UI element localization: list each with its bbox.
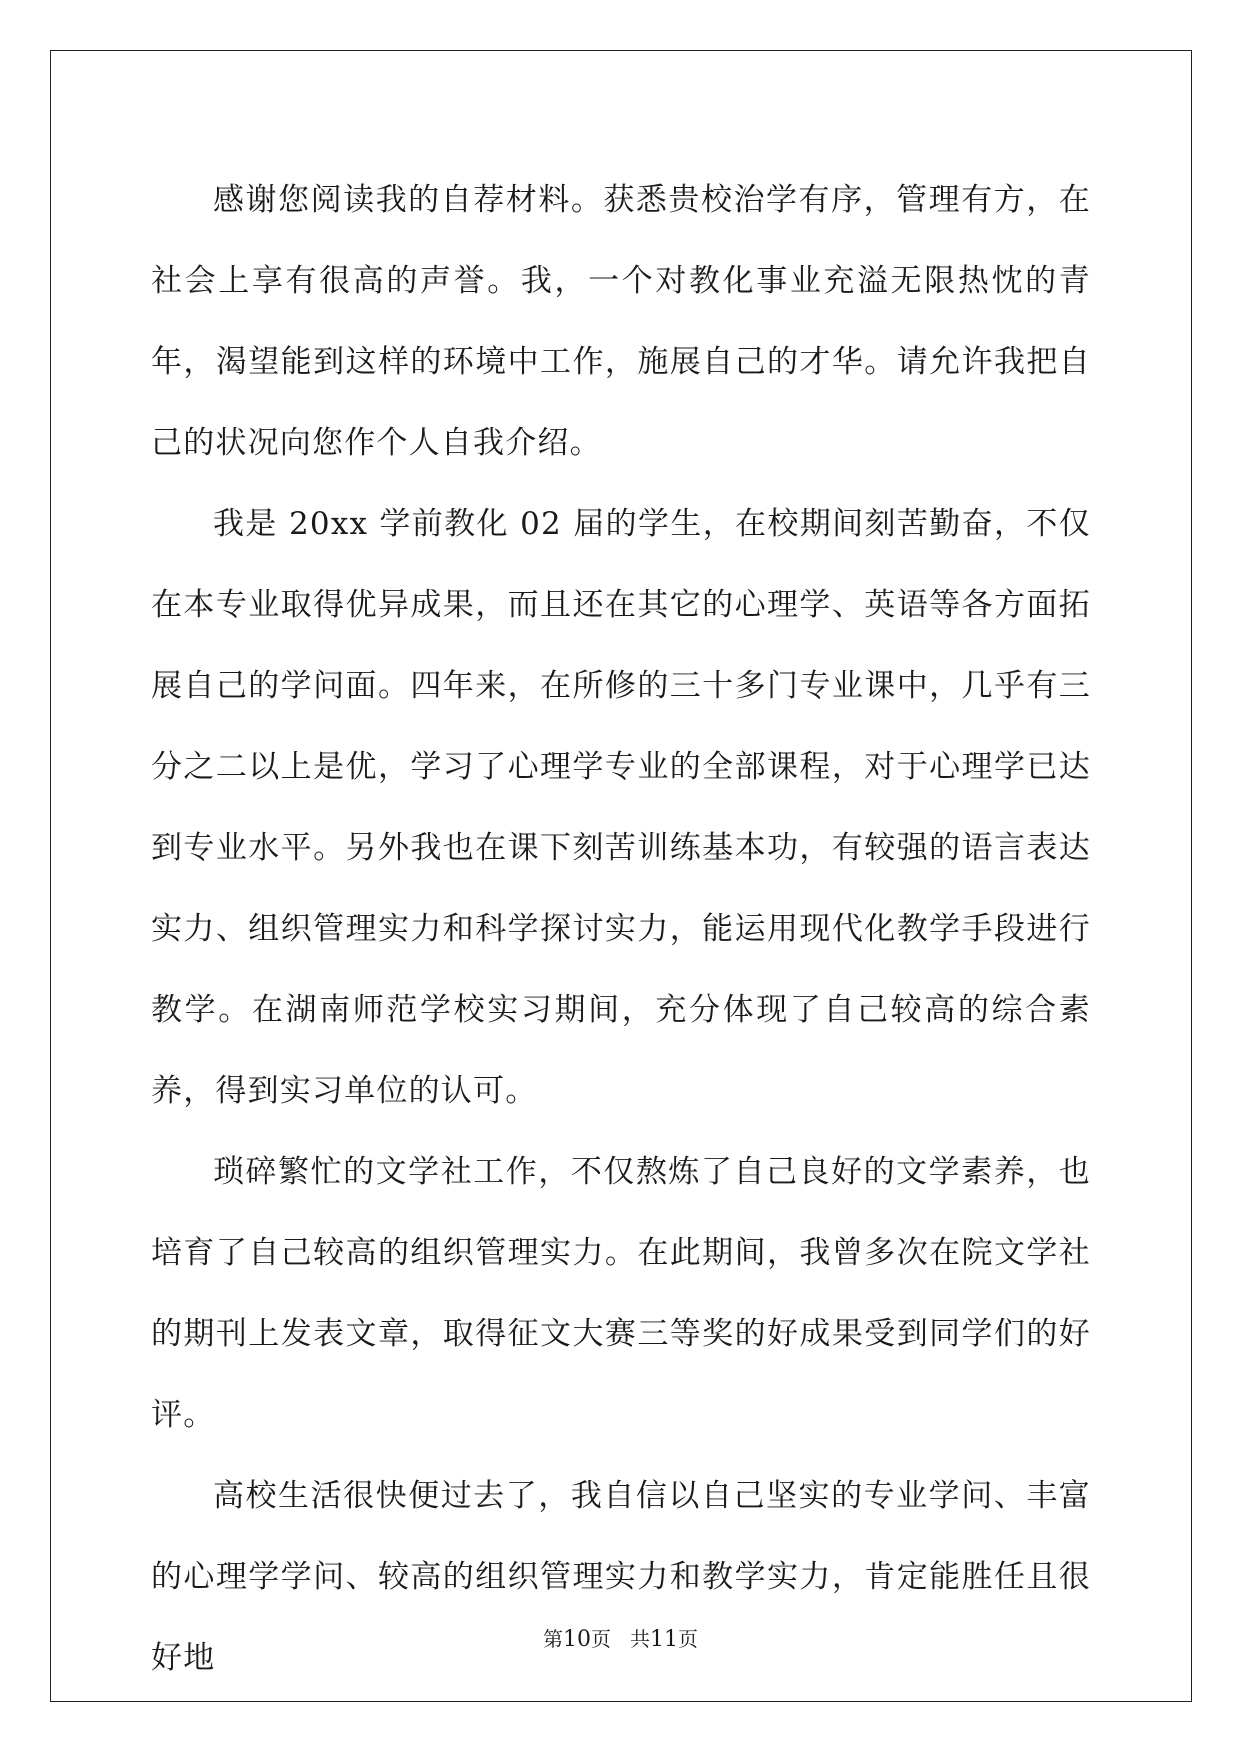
paragraph-conclusion: 高校生活很快便过去了，我自信以自己坚实的专业学问、丰富的心理学学问、较高的组织管理实力和教学实力，肯定能胜任且很好地 [151,1478,1091,1676]
paragraph-literary-club: 琐碎繁忙的文学社工作，不仅熬炼了自己良好的文学素养，也培育了自己较高的组织管理实力。在此期间，我曾多次在院文学社的期刊上发表文章，取得征文大赛三等奖的好成果受到同学们的好评。 [151,1154,1091,1433]
paragraph-education: 我是 20xx 学前教化 02 届的学生，在校期间刻苦勤奋，不仅在本专业取得优异成果，而且还在其它的心理学、英语等各方面拓展自己的学问面。四年来，在所修的三十多门专业课中，几乎有三分之二以上是优，学习了心理学专业的全部课程，对于心理学已达到专业水平。另外我也在课下刻苦训练基本功，有较强的语言表达实力、组织管理实力和科学探讨实力，能运用现代化教学手段进行教学。在湖南师范学校实习期间，充分体现了自己较高的综合素养，得到实习单位的认可。 [151,506,1091,1109]
current-page-number: 10 [562,1627,591,1652]
page-footer [0,1623,1241,1652]
paragraph-intro: 感谢您阅读我的自荐材料。获悉贵校治学有序，管理有方，在社会上享有很高的声誉。我，一个对教化事业充溢无限热忱的青年，渴望能到这样的环境中工作，施展自己的才华。请允许我把自己的状况向您作个人自我介绍。 [151,182,1091,461]
footer-total-word: 页 [678,1627,699,1651]
footer-page-word: 页 [590,1627,611,1651]
footer-total-prefix: 共 [630,1627,651,1651]
document-body [151,160,1091,1699]
total-page-number: 11 [650,1627,679,1652]
footer-prefix: 第 [542,1627,563,1651]
